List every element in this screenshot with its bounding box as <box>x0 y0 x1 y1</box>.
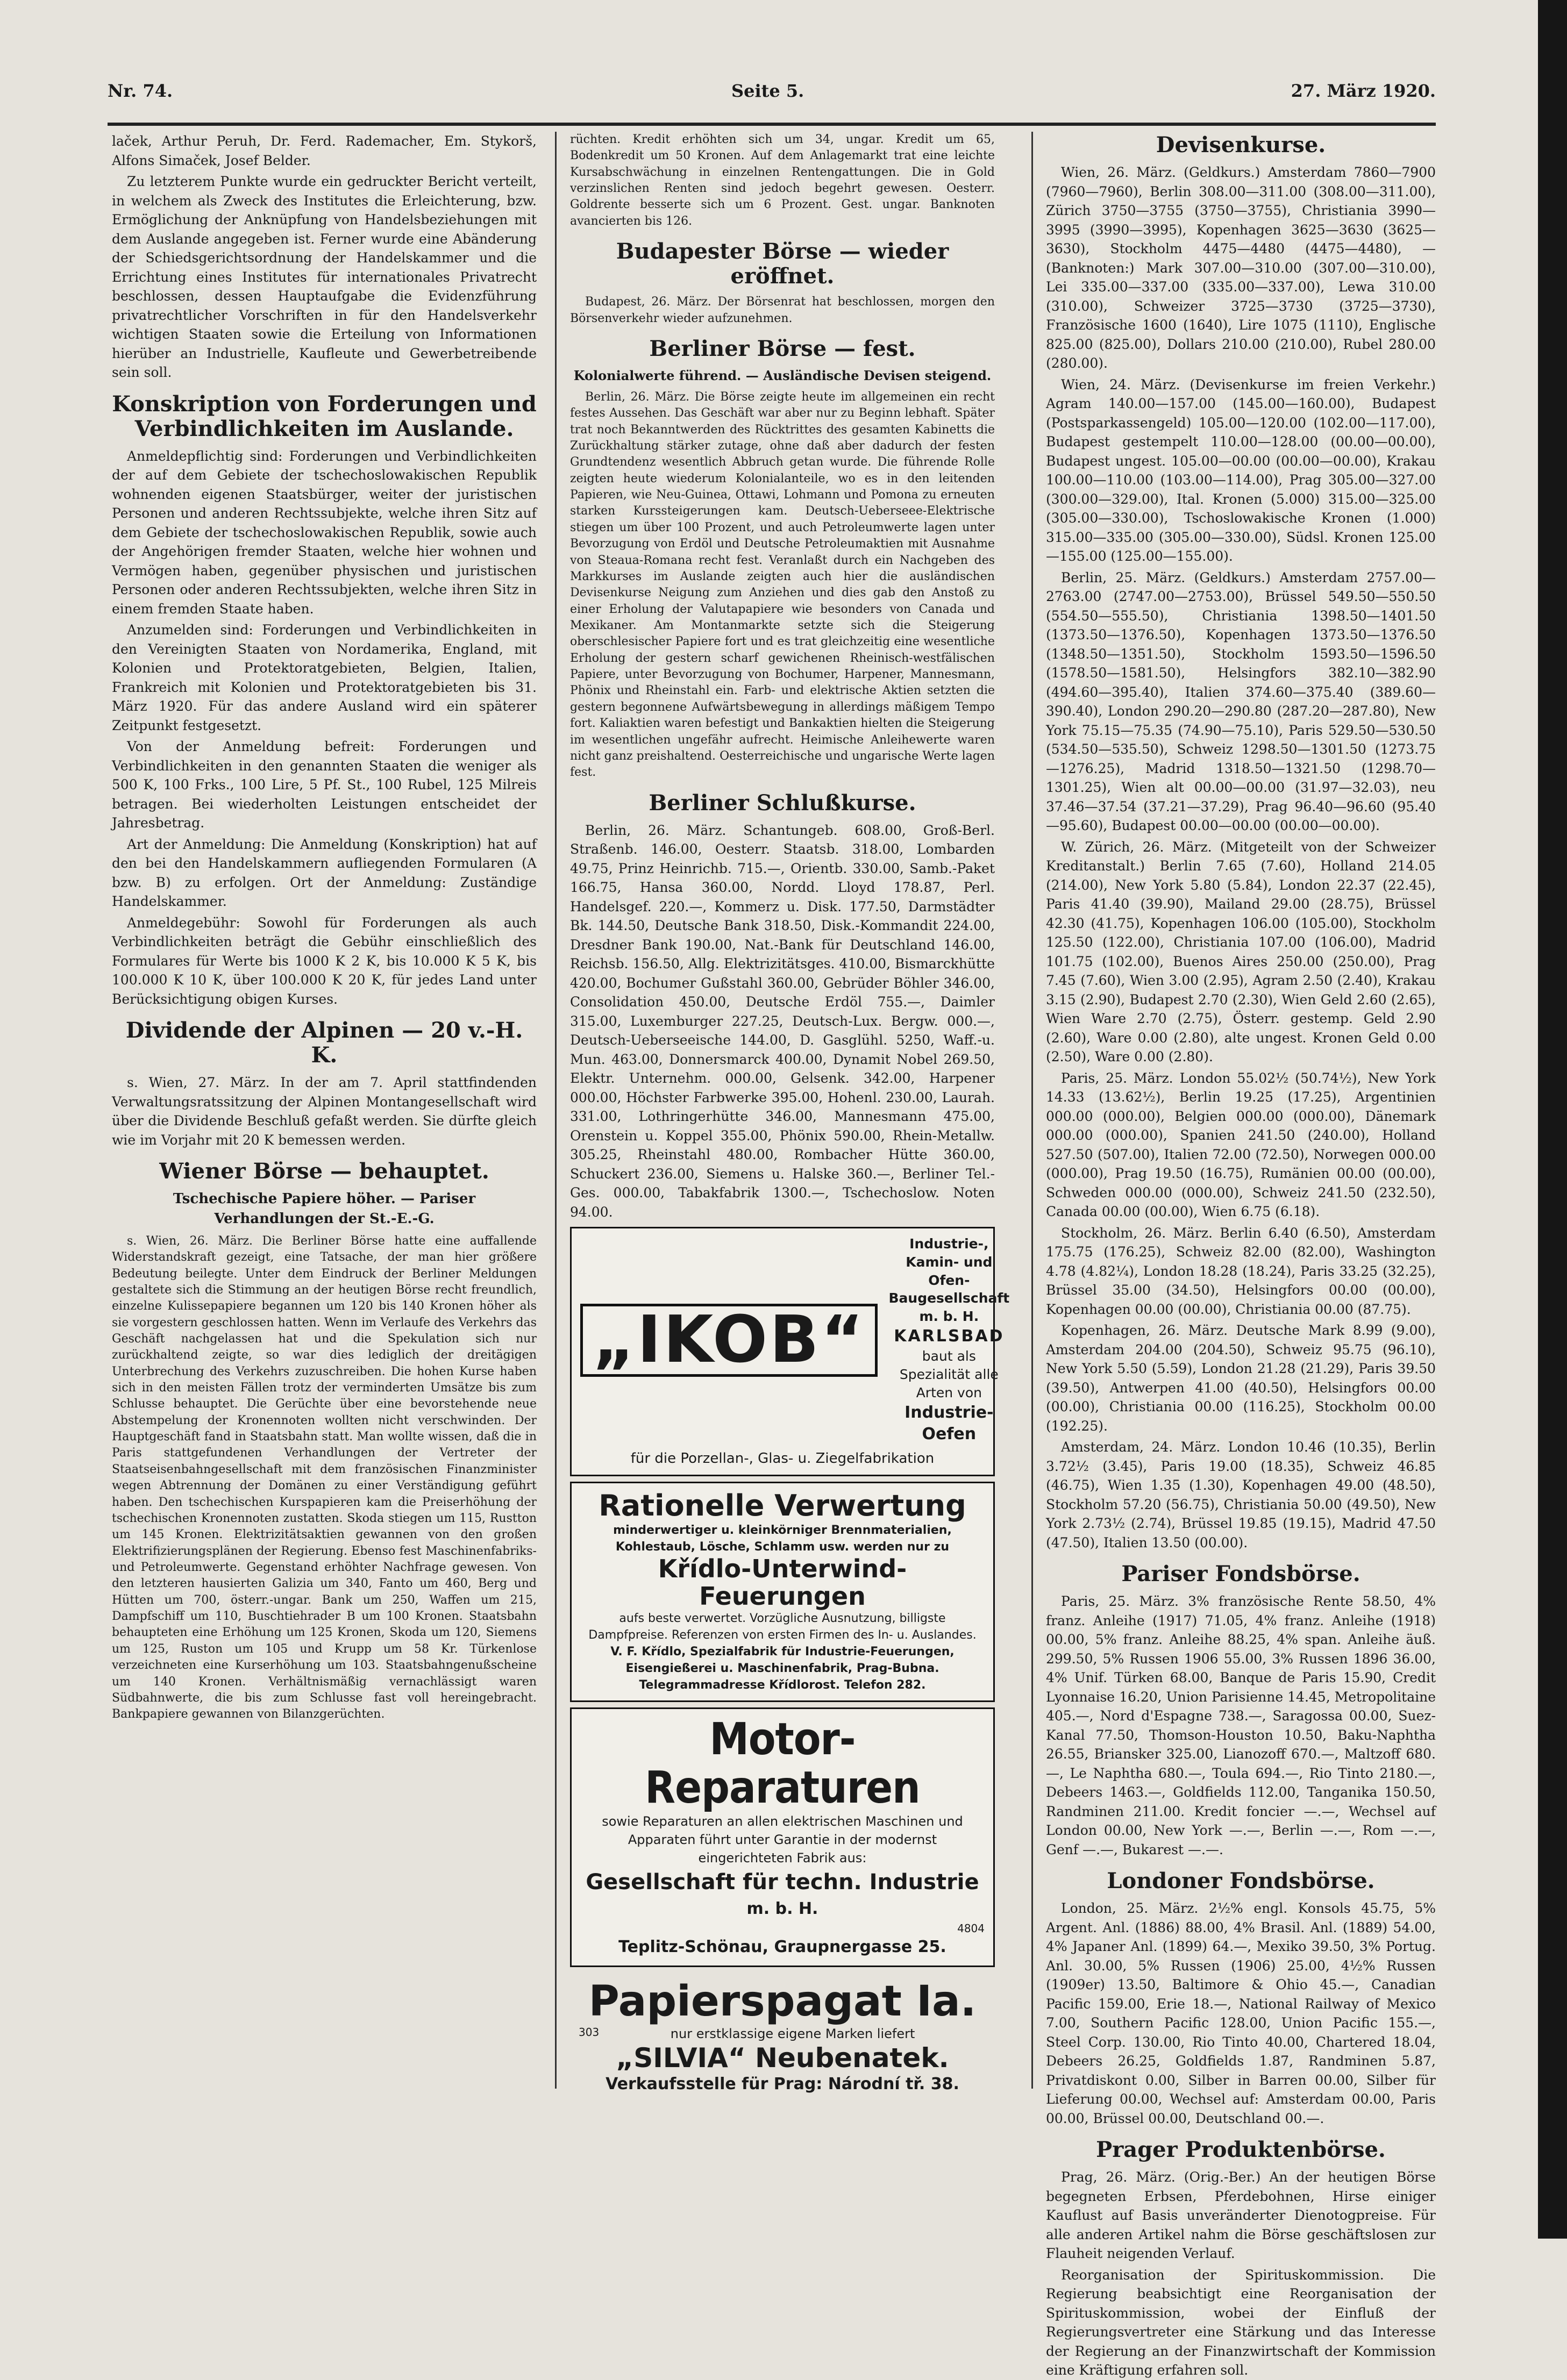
ad-text: KARLSBAD <box>894 1326 1005 1346</box>
article-headline: Wiener Börse — behauptet. <box>159 1159 489 1184</box>
ad-title: „SILVIA“ Neubenatek. <box>616 2042 949 2074</box>
article-headline: Berliner Schlußkurse. <box>649 790 916 816</box>
ad-title: Rationelle Verwertung <box>599 1489 966 1523</box>
article-text: s. Wien, 26. März. Die Berliner Börse hatte eine auffallende Widerstandskraft gezeigt, eine Tatsache, der man hier größere Bedeutung beilegte. Unter dem Eindruck der Berliner Meldungen gestaltete sich die Stimmung an der heutigen Börse recht freundlich, einzelne Kulissepapiere begannen um 120 bis 140 Kronen höher als sie vorgestern geschlossen hatten. Wenn im Verlaufe des Verkehrs das Geschäft nachgelassen hat und die Spekulation sich nur zurückhaltend zeigte, so war dies lediglich der dreitägigen Unterbrechung des Verkehrs zuzuschreiben. Die hohen Kurse haben sich in den meisten Fällen trotz der verminderten Umsätze bis zum Schlusse behauptet. Die Gerüchte über eine bevorstehende neue Abstempelung der Kronennoten wollten nicht verschwinden. Der Hauptgeschäft fand in Staatsbahn statt. Man wollte wissen, daß die in Paris stattgefundenen Verhandlungen der Vertreter der Staatseisenbahngesellschaft mit dem französischen Finanzminister wegen Abtrennung der Domänen zu einer Verständigung geführt haben. Den tschechischen Kurspapieren kam die Preiserhöhung der tschechischen Kronennoten zustatten. Skoda stiegen um 115, Rustton um 145 Kronen. Elektrizitätsaktien gewannen von den großen Elektrifizierungsplänen der Regierung. Ebenso fest Maschinenfabriks- und Petroleumwerte. Gegenstand erhöhter Nachfrage gewesen. Von den letzteren hausierten Galizia um 340, Fanto um 460, Berg und Hütten um 700, österr.-ungar. Bank um 250, Waffen um 215, Dampfschiff um 110, Buschtiehrader B um 100 Kronen. Staatsbahn behaupteten eine Erhöhung um 125 Kronen, Skoda um 120, Siemens um 125, Ruston um 105 und Krupp um 58 Kr. Türkenlose verzeichneten eine Kurserhöhung um 103. Staatsbahngenußscheine um 140 Kronen. Verhältnismäßig vernachlässigt waren Südbahnwerte, die bis zum Schlusse fast voll hereingebracht. Bankpapiere gewannen von Bilanzgerüchten. <box>112 1234 537 1721</box>
ad-text: aufs beste verwertet. Vorzügliche Ausnutzung, billigste Dampfpreise. Referenzen von ersten Firmen des In- u. Auslandes. <box>588 1611 977 1642</box>
ad-text: baut als Spezialität alle Arten von <box>899 1348 999 1400</box>
article-text: laček, Arthur Peruh, Dr. Ferd. Rademacher, Em. Stykorš, Alfons Simaček, Josef Belder. <box>112 133 537 168</box>
market-text: Wien, 26. März. (Geldkurs.) Amsterdam 7860—7900 (7960—7960), Berlin 308.00—311.00 (308.00—311.00), Zürich 3750—3755 (3750—3755), Christiania 3990—3995 (3990—3995), Kopenhagen 3625—3630 (3625—3630), Stockholm 4475—4480 (4475—4480), — (Banknoten:) Mark 307.00—310.00 (307.00—310.00), Lei 335.00—337.00 (335.00—337.00), Lewa 310.00 (310.00), Schweizer 3725—3730 (3725—3730), Französische 1600 (1640), Lire 1075 (1110), Englische 825.00 (825.00), Dollars 210.00 (210.00), Rubel 280.00 (280.00). <box>1046 165 1436 371</box>
article-headline: Dividende der Alpinen — 20 v.-H. K. <box>125 1018 523 1068</box>
page-header <box>108 81 1436 113</box>
advertisement-papier <box>570 1972 995 2102</box>
ad-text: Verkaufsstelle für Prag: Národní tř. 38. <box>606 2074 959 2093</box>
issue-date: 27. März 1920. <box>1291 81 1436 101</box>
article-text: Berlin, 26. März. Die Börse zeigte heute im allgemeinen ein recht festes Aussehen. Das Geschäft war aber nur zu Beginn lebhaft. Später trat noch Bekanntwerden des Rücktrittes des gesamten Kabinetts die Zurückhaltung stärker zutage, ohne daß aber dadurch der festen Grundtendenz wesentlich Abbruch getan wurde. Die führende Rolle zeigten heute wiederum Kolonialanteile, wo es in den leitenden Papieren, wie Neu-Guinea, Ottawi, Lohmann und Pomona zu erneuten starken Kurssteigerungen kam. Deutsch-Ueberseee-Elektrische stiegen um über 100 Prozent, und auch Petroleumwerte lagen unter Bevorzugung von Erdöl und Deutsche Petroleumaktien mit Ausnahme von Steaua-Romana recht fest. Veranlaßt durch ein Nachgeben des Markkurses im Auslande zeigten auch hier die ausländischen Devisenkurse Neigung zum Anziehen und dies gab den Anstoß zu einer Erholung der Valutapapiere wie besonders von Canada und Mexikaner. Am Montanmarkte setzte sich die Steigerung oberschlesischer Papiere fort und es trat gleichzeitig eine wesentliche Erholung der gestern scharf gewichenen Rheinisch-westfälischen Papiere, unter Bevorzugung von Bochumer, Harpener, Mannesmann, Phönix und Rheinstahl ein. Farb- und elektrische Aktien setzten die gestern begonnene Aufwärtsbewegung in allerdings mäßigem Tempo fort. Kaliaktien waren befestigt und Bankaktien hielten die Steigerung im wesentlichen ungefähr aufrecht. Heimische Anleihewerte waren nicht ganz preishaltend. Oesterreichische und ungarische Werte lagen fest. <box>570 390 995 780</box>
ad-text: Industrie-, Kamin- und Ofen-Baugesellschaft m. b. H. <box>888 1236 1010 1325</box>
article-text: Budapest, 26. März. Der Börsenrat hat beschlossen, morgen den Börsenverkehr wieder aufzunehmen. <box>570 295 995 325</box>
market-text: Stockholm, 26. März. Berlin 6.40 (6.50), Amsterdam 175.75 (176.25), Schweiz 82.00 (82.00), Washington 4.78 (4.82¼), London 18.28 (18.24), Paris 33.25 (32.25), Brüssel 35.00 (34.50), Helsingfors 00.00 (00.00), Kopenhagen 00.00 (00.00), Christiania 00.00 (87.75). <box>1046 1225 1436 1317</box>
advertisement-ikob <box>570 1227 1010 1476</box>
article-text: Zu letzterem Punkte wurde ein gedruckter Bericht verteilt, in welchem als Zweck des Institutes die Erleichterung, bzw. Ermöglichung der Anknüpfung von Handelsbeziehungen mit dem Auslande angegeben ist. Ferner wurde eine Abänderung der Schiedsgerichtsordnung der Handelskammer und die Errichtung eines Institutes für internationales Privatrecht beschlossen, dessen Hauptaufgabe die Evidenzführung privatrechtlicher Vorschriften in für den Handelsverkehr wichtigen Staaten sowie die Erteilung von Informationen hierüber an Industrielle, Kaufleute und Gewerbetreibende sein soll. <box>112 174 537 380</box>
market-text: W. Zürich, 26. März. (Mitgeteilt von der Schweizer Kreditanstalt.) Berlin 7.65 (7.60), Holland 214.05 (214.00), New York 5.80 (5.84), London 22.37 (22.45), Paris 41.40 (39.90), Mailand 29.00 (28.75), Brüssel 42.30 (41.75), Kopenhagen 106.00 (105.00), Stockholm 125.50 (122.00), Christiania 107.00 (106.00), Madrid 101.75 (102.00), Buenos Aires 250.00 (250.00), Prag 7.45 (7.60), Wien 3.00 (2.95), Agram 2.50 (2.40), Krakau 3.15 (2.90), Budapest 2.70 (2.30), Wien Geld 2.60 (2.65), Wien Ware 2.70 (2.75), Österr. gestemp. Geld 2.90 (2.60), Ware 0.00 (2.80), alte ungest. Kronen Geld 0.00 (2.50), Ware 0.00 (2.80). <box>1046 839 1436 1064</box>
article-text: s. Wien, 27. März. In der am 7. April stattfindenden Verwaltungsratssitzung der Alpinen Montangesellschaft wird über die Dividende Beschluß gefaßt werden. Sie dürfte gleich wie im Vorjahr mit 20 K bemessen werden. <box>112 1075 537 1148</box>
column-divider <box>555 132 557 2089</box>
article-text: Anmeldepflichtig sind: Forderungen und Verbindlichkeiten der auf dem Gebiete der tschechoslowakischen Republik wohnenden eigenen Staatsbürger, weiter der juristischen Personen und anderen Rechtssubjekte, welche ihren Sitz auf dem Gebiete der tschechoslowakischen Republik, sowie auch der Angehörigen fremder Staaten, welche hier wohnen und Vermögen haben, gegenüber physischen und juristischen Personen oder anderen Rechtssubjekten, welche ihren Sitz in einem fremden Staate haben. <box>112 448 537 617</box>
market-text: Amsterdam, 24. März. London 10.46 (10.35), Berlin 3.72½ (3.45), Paris 19.00 (18.35), Schweiz 46.85 (46.75), Wien 1.35 (1.30), Kopenhagen 49.00 (48.50), Stockholm 57.20 (56.75), Christiania 50.00 (49.50), New York 2.73½ (2.74), Brüssel 19.85 (19.15), Madrid 47.50 (47.50), Italien 13.50 (00.00). <box>1046 1439 1436 1550</box>
ad-title: Motor-Reparaturen <box>645 1713 920 1813</box>
article-subheadline: Kolonialwerte führend. — Ausländische Devisen steigend. <box>573 367 992 383</box>
ad-text: Industrie-Oefen <box>904 1403 994 1444</box>
market-text: London, 25. März. 2½% engl. Konsols 45.75, 5% Argent. Anl. (1886) 88.00, 4% Brasil. Anl. (1889) 54.00, 4% Japaner Anl. (1899) 64.—, Mexiko 39.50, 3% Portug. Anl. 30.00, 5% Russen (1906) 25.00, 4½% Russen (1909er) 13.50, Baltimore & Ohio 45.—, Canadian Pacific 159.00, Erie 18.—, National Railway of Mexico 7.00, Southern Pacific 128.00, Union Pacific 155.—, Steel Corp. 130.00, Rio Tinto 40.00, Chartered 18.04, Debeers 26.25, Goldfields 1.87, Randminen 5.87, Privatdiskont 0.00, Silber in Barren 00.00, Silber für Lieferung 00.00, Wechsel auf: Amsterdam 00.00, Paris 00.00, Brüssel 00.00, Deutschland 00.—. <box>1046 1900 1436 2126</box>
ad-text: minderwertiger u. kleinkörniger Brennmaterialien, Kohlestaub, Lösche, Schlamm usw. werden nur zu <box>613 1523 952 1554</box>
market-text: Kopenhagen, 26. März. Deutsche Mark 8.99 (9.00), Amsterdam 204.00 (204.50), Schweiz 95.75 (96.10), New York 5.50 (5.59), London 21.28 (21.29), Paris 39.50 (39.50), Antwerpen 41.00 (40.50), Helsingfors 00.00 (00.00), Christiania 00.00 (116.25), Stockholm 00.00 (192.25). <box>1046 1323 1436 1434</box>
ad-text: V. F. Křídlo, Spezialfabrik für Industrie-Feuerungen, Eisengießerei u. Maschinenfabrik, Prag-Bubna. Telegrammadresse Křídlorost. Telefon 282. <box>610 1645 955 1692</box>
column-right <box>1046 132 1436 2378</box>
column-left <box>112 132 537 2013</box>
section-headline: Londoner Fondsbörse. <box>1107 1868 1375 1893</box>
header-rule <box>108 123 1436 126</box>
article-headline: Budapester Börse — wieder eröffnet. <box>616 239 949 289</box>
market-text: Paris, 25. März. 3% französische Rente 58.50, 4% franz. Anleihe (1917) 71.05, 4% franz. Anleihe (1918) 00.00, 5% franz. Anleihe 88.25, 4% span. Anleihe äuß. 299.50, 5% Russen 1906 55.00, 3% Russen 1896 36.00, 4% Unif. Türken 68.00, Banque de Paris 15.90, Credit Lyonnaise 16.20, Union Parisienne 14.45, Metropolitaine 405.—, Nord d'Espagne 738.—, Saragossa 00.00, Suez-Kanal 77.50, Thomson-Houston 10.50, Baku-Naphtha 26.55, Briansker 325.00, Lianozoff 670.—, Maltzoff 680.—, Le Naphtha 680.—, Toula 694.—, Rio Tinto 2180.—, Debeers 1463.—, Goldfields 112.00, Tanganika 150.50, Randminen 211.00. Kredit foncier —.—, Wechsel auf London 00.00, New York —.—, Berlin —.—, Rom —.—, Genf —.—, Bukarest —.—. <box>1046 1593 1436 1857</box>
ad-title: Papierspagat Ia. <box>588 1977 977 2026</box>
ad-text: sowie Reparaturen an allen elektrischen Maschinen und Apparaten führt unter Garantie in der modernst eingerichteten Fabrik aus: <box>602 1814 963 1866</box>
ad-text: nur erstklassige eigene Marken liefert <box>670 2026 915 2042</box>
article-text: Art der Anmeldung: Die Anmeldung (Konskription) hat auf den bei den Handelskammern aufliegenden Formularen (A bzw. B) zu erfolgen. Ort der Anmeldung: Zuständige Handelskammer. <box>112 836 537 909</box>
article-headline: Berliner Börse — fest. <box>649 335 916 361</box>
article-headline: Konskription von Forderungen und Verbindlichkeiten im Auslande. <box>112 391 537 441</box>
market-text: Prag, 26. März. (Orig.-Ber.) An der heutigen Börse begegneten Erbsen, Pferdebohnen, Hirse einiger Kauflust auf Basis unveränderter Dienotogpreise. Für alle anderen Artikel nahm die Börse geschäftslosen zur Flauheit neigenden Verlauf. <box>1046 2169 1436 2261</box>
article-text: Anmeldegebühr: Sowohl für Forderungen als auch Verbindlichkeiten beträgt die Gebühr einschließlich des Formulares für Werte bis 1000 K 2 K, bis 10.000 K 5 K, bis 100.000 K 10 K, über 100.000 K 20 K, für jedes Land unter Berücksichtigung obigen Kurses. <box>112 914 537 1007</box>
article-text: Anzumelden sind: Forderungen und Verbindlichkeiten in den Vereinigten Staaten von Nordamerika, England, mit Kolonien und Protektoratgebieten, Belgien, Italien, Frankreich mit Kolonien und Protektoratgebieten bis 31. März 1920. Für das andere Ausland wird ein späterer Zeitpunkt festgesetzt. <box>112 622 537 733</box>
column-divider <box>1031 132 1033 2089</box>
market-text: Paris, 25. März. London 55.02½ (50.74½), New York 14.33 (13.62½), Berlin 19.25 (17.25), Argentinien 000.00 (000.00), Belgien 000.00 (000.00), Dänemark 000.00 (000.00), Spanien 241.50 (240.00), Holland 527.50 (507.00), Italien 72.00 (72.50), Norwegen 000.00 (000.00), Prag 19.50 (16.75), Rumänien 00.00 (00.00), Schweden 000.00 (000.00), Schweiz 241.50 (232.50), Canada 00.00 (00.00), Wien 6.75 (6.18). <box>1046 1070 1436 1219</box>
page-number: Seite 5. <box>731 81 804 101</box>
section-headline: Devisenkurse. <box>1156 132 1326 158</box>
market-text: Wien, 24. März. (Devisenkurse im freien Verkehr.) Agram 140.00—157.00 (145.00—160.00), Budapest (Postsparkassengeld) 105.00—120.00 (102.00—117.00), Budapest gestempelt 110.00—128.00 (00.00—00.00), Budapest ungest. 105.00—00.00 (00.00—00.00), Krakau 100.00—110.00 (103.00—114.00), Prag 305.00—327.00 (300.00—329.00), Ital. Kronen (5.000) 315.00—325.00 (305.00—330.00), Tschoslowakische Kronen (1.000) 315.00—335.00 (305.00—330.00), Südsl. Kronen 125.00—155.00 (125.00—155.00). <box>1046 376 1436 564</box>
advertisement-motor <box>570 1707 995 1967</box>
ikob-logo: „IKOB“ <box>580 1304 878 1377</box>
ad-text: für die Porzellan-, Glas- u. Ziegelfabrikation <box>630 1450 935 1467</box>
ad-text: Gesellschaft für techn. Industrie <box>586 1870 979 1895</box>
ad-title: Křídlo-Unterwind-Feuerungen <box>658 1554 907 1611</box>
market-text: Berlin, 25. März. (Geldkurs.) Amsterdam 2757.00—2763.00 (2747.00—2753.00), Brüssel 549.50—550.50 (554.50—555.50), Christiania 1398.50—1401.50 (1373.50—1376.50), Kopenhagen 1373.50—1376.50 (1348.50—1351.50), Stockholm 1593.50—1596.50 (1578.50—1581.50), Helsingfors 382.10—382.90 (494.60—395.40), Italien 374.60—375.40 (389.60—390.40), London 290.20—290.80 (287.20—287.80), New York 75.15—75.35 (74.90—75.10), Paris 529.50—530.50 (534.50—535.50), Schweiz 1298.50—1301.50 (1273.75—1276.25), Madrid 1318.50—1321.50 (1298.70—1301.25), Wien alt 00.00—00.00 (31.97—32.03), neu 37.46—37.54 (37.21—37.29), Prag 96.40—96.60 (95.40—95.60), Budapest 00.00—00.00 (00.00—00.00). <box>1046 569 1436 833</box>
article-text: rüchten. Kredit erhöhten sich um 34, ungar. Kredit um 65, Bodenkredit um 50 Kronen. Auf dem Anlagemarkt trat eine leichte Kursabschwächung in einzelnen Rentengattungen. Die in Gold verzinslichen Renten sind jedoch begehrt gewesen. Oesterr. Goldrente besserte sich um 6 Prozent. Gest. ungar. Banknoten avancierten bis 126. <box>570 133 995 228</box>
section-headline: Prager Produktenbörse. <box>1096 2137 1386 2162</box>
scan-edge <box>1538 0 1567 2239</box>
issue-number: Nr. 74. <box>108 81 173 101</box>
ad-number: 303 <box>579 2026 600 2039</box>
ad-number: 4804 <box>957 1921 985 1935</box>
advertisement-kridlo <box>570 1482 995 1702</box>
article-subheadline: Tschechische Papiere höher. — Pariser Verhandlungen der St.-E.-G. <box>173 1191 476 1227</box>
market-text: Reorganisation der Spirituskommission. Die Regierung beabsichtigt eine Reorganisation der Spirituskommission, wobei der Einfluß der Regierungsvertreter eine Stärkung und das Interesse der Regierung an der Finanzwirtschaft der Kommission eine Kräftigung erfahren soll. <box>1046 2267 1436 2378</box>
section-headline: Pariser Fondsbörse. <box>1121 1561 1361 1586</box>
article-text: Berlin, 26. März. Schantungeb. 608.00, Groß-Berl. Straßenb. 146.00, Oesterr. Staatsb. 318.00, Lombarden 49.75, Prinz Heinrichb. 715.—, Orientb. 330.00, Samb.-Paket 166.75, Hansa 360.00, Nordd. Lloyd 178.87, Perl. Handelsgef. 220.—, Kommerz u. Disk. 177.50, Darmstädter Bk. 144.50, Deutsche Bank 318.50, Disk.-Kommandit 224.00, Dresdner Bank 190.00, Nat.-Bank für Deutschland 146.00, Reichsb. 156.50, Allg. Elektrizitätsges. 410.00, Bismarckhütte 420.00, Bochumer Gußstahl 360.00, Gebrüder Böhler 346.00, Consolidation 450.00, Deutsche Erdöl 755.—, Daimler 315.00, Luxemburger 227.25, Deutsch-Lux. Bergw. 000.—, Deutsch-Ueberseeische 144.00, D. Gasglühl. 5250, Waff.-u. Mun. 463.00, Donnersmarck 400.00, Dynamit Nobel 269.50, Elektr. Unternehm. 000.00, Gelsenk. 342.00, Harpener 000.00, Höchster Farbwerke 395.00, Hohenl. 230.00, Laurah. 331.00, Lothringerhütte 346.00, Mannesmann 475.00, Orenstein u. Koppel 355.00, Phönix 590.00, Rhein-Metallw. 305.25, Rheinstahl 480.00, Rombacher Hütte 360.00, Schuckert 236.00, Siemens u. Halske 360.—, Berliner Tel.-Ges. 000.00, Tabakfabrik 1300.—, Tschechoslow. Noten 94.00. <box>570 822 995 1220</box>
column-middle <box>570 132 1010 2093</box>
article-text: Von der Anmeldung befreit: Forderungen und Verbindlichkeiten in den genannten Staaten die weniger als 500 K, 100 Frks., 100 Lire, 5 Pf. St., 100 Rubel, 125 Milreis betragen. Bei wiederholten Leistungen entscheidet der Jahresbetrag. <box>112 739 537 831</box>
ad-text: m. b. H. <box>746 1899 818 1919</box>
ad-text: Teplitz-Schönau, Graupnergasse 25. <box>618 1938 946 1957</box>
